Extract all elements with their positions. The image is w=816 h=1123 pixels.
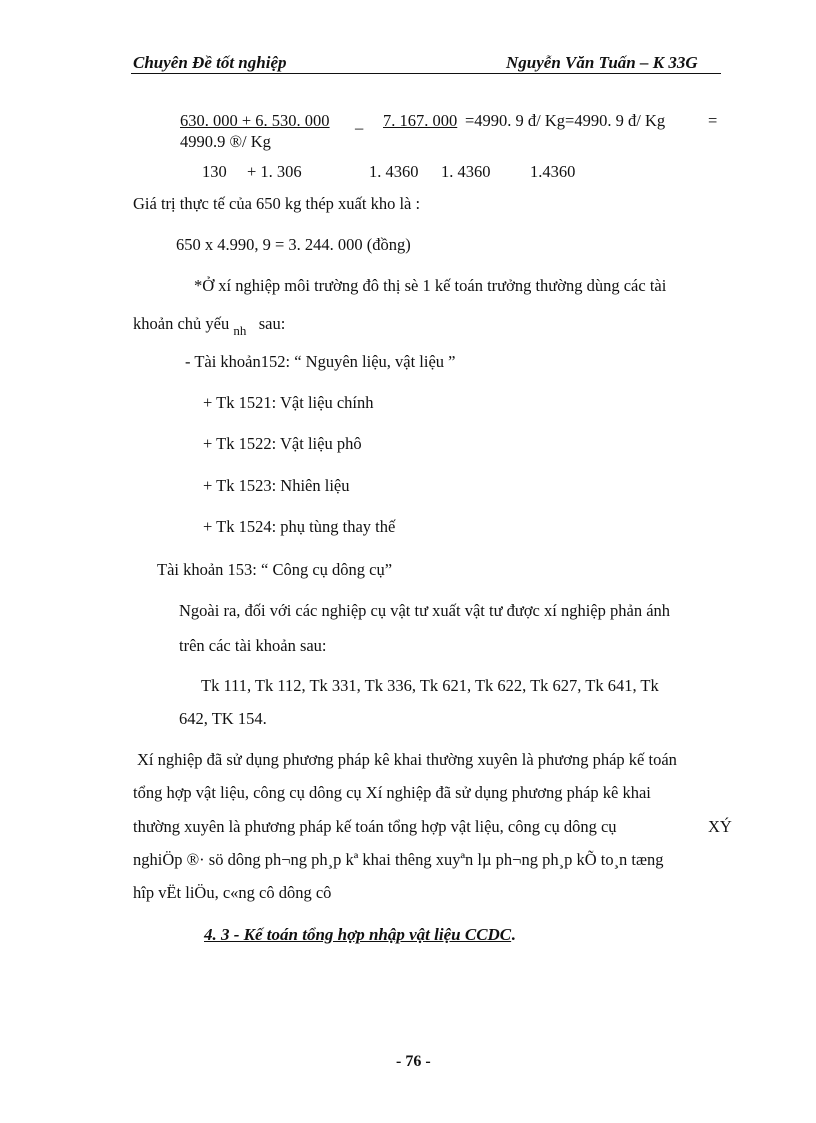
text-line-besides-2: trên các tài khoản sau:: [179, 636, 327, 655]
text-line-accounts-intro-2: [133, 314, 286, 338]
text-line-value: Giá trị thực tế của 650 kg thép xuất kho là :: [133, 194, 421, 213]
text-fragment: sau:: [258, 314, 286, 333]
formula-equals: =: [708, 111, 718, 130]
section-heading-text: 4. 3 - Kế toán tổng hợp nhập vật liệu CCDC: [204, 925, 512, 944]
section-heading: [204, 925, 515, 945]
formula-numerator-2: 7. 167. 000: [383, 111, 458, 130]
formula-denominator-c: 1. 4360: [369, 162, 419, 181]
paragraph-line-5: hîp vËt liÖu, c«ng cô dông cô: [133, 883, 332, 902]
paragraph-line-3-end: XÝ: [708, 817, 732, 836]
text-fragment-sub: nh: [233, 323, 247, 338]
formula-minus: –: [355, 118, 364, 137]
list-item-tk1522: + Tk 1522: Vật liệu phô: [203, 434, 362, 453]
page-number: - 76 -: [396, 1053, 431, 1070]
formula-denominator-a: 130: [202, 162, 227, 181]
paragraph-line-3: thường xuyên là phương pháp kế toán tổng hợp vật liệu, công cụ dông cụ: [133, 817, 617, 836]
paragraph-line-1: Xí nghiệp đã sử dụng phương pháp kê khai thường xuyên là phương pháp kế toán: [137, 750, 677, 769]
formula-result: =4990. 9 đ/ Kg=4990. 9 đ/ Kg: [465, 111, 666, 130]
paragraph-line-2: tổng hợp vật liệu, công cụ dông cụ Xí nghiệp đã sử dụng phương pháp kê khai: [133, 783, 651, 802]
header-right: Nguyễn Văn Tuấn – K 33G: [506, 53, 698, 72]
list-item-account-153: Tài khoản 153: “ Công cụ dông cụ”: [157, 560, 393, 579]
paragraph-line-4: nghiÖp ®· sö dông ph¬ng ph¸p kª khai thêng xuyªn lµ ph¬ng ph¸p kÕ to¸n tæng: [133, 850, 664, 869]
text-line-account-list-2: 642, TK 154.: [179, 709, 267, 728]
formula-numerator: 630. 000 + 6. 530. 000: [180, 111, 330, 130]
list-item-tk1521: + Tk 1521: Vật liệu chính: [203, 393, 374, 412]
text-line-calc: 650 x 4.990, 9 = 3. 244. 000 (đồng): [176, 235, 411, 254]
list-item-account-152: - Tài khoản152: “ Nguyên liệu, vật liệu ”: [185, 352, 456, 371]
text-line-account-list: Tk 111, Tk 112, Tk 331, Tk 336, Tk 621, Tk 622, Tk 627, Tk 641, Tk: [201, 676, 659, 695]
list-item-tk1523: + Tk 1523: Nhiên liệu: [203, 476, 350, 495]
text-fragment: khoản chủ yếu: [133, 314, 230, 333]
header-rule: [131, 73, 721, 74]
section-heading-dot: .: [511, 925, 516, 944]
formula-result-2: 4990.9 ®/ Kg: [180, 132, 271, 151]
formula-denominator-d: 1. 4360: [441, 162, 491, 181]
formula-denominator-e: 1.4360: [530, 162, 576, 181]
header-left: Chuyên Đề tốt nghiệp: [133, 53, 287, 72]
text-line-accounts-intro: *Ở xí nghiệp môi trường đô thị sè 1 kế toán trưởng thường dùng các tài: [194, 276, 667, 295]
list-item-tk1524: + Tk 1524: phụ tùng thay thế: [203, 517, 396, 536]
formula-denominator-b: + 1. 306: [247, 162, 302, 181]
text-line-besides: Ngoài ra, đối với các nghiệp cụ vật tư xuất vật tư được xí nghiệp phản ánh: [179, 601, 671, 620]
